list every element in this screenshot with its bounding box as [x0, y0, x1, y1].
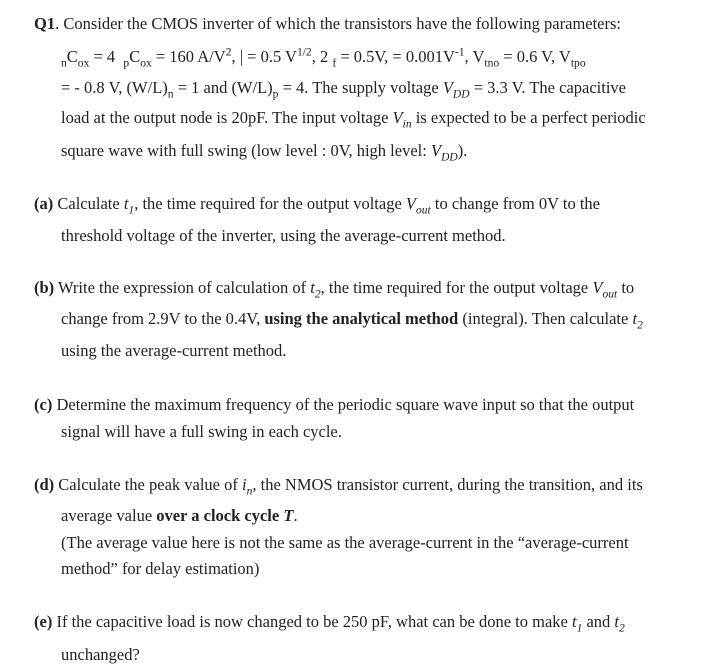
- vin-symbol: V: [392, 108, 403, 127]
- part-a-text-1: Calculate: [53, 194, 124, 213]
- param-vtno: , V: [464, 47, 485, 66]
- param-pcox-val: = 160 A/V: [151, 47, 226, 66]
- square-wave-text: square wave with full swing (low level : 0V, high level:: [61, 141, 431, 160]
- t2-symbol-b: t: [632, 309, 638, 328]
- part-e-text-1: If the capacitive load is now changed to be 250 pF, what can be done to make: [52, 612, 572, 631]
- part-c-line-1: [34, 395, 634, 415]
- part-a-line-1: [34, 194, 601, 217]
- param-wl-n-val: = 1 and (W/L): [173, 78, 273, 97]
- param-phi: , | = 0.5 V: [231, 47, 297, 66]
- in-symbol: i: [242, 475, 247, 494]
- part-b-text-3: to: [617, 278, 635, 297]
- part-b-line-3: using the average-current method.: [61, 341, 287, 360]
- period-symbol: T: [283, 506, 294, 525]
- param-pcox: C: [129, 47, 141, 66]
- param-line-3: [61, 108, 646, 131]
- t2-sub: 2: [314, 288, 321, 301]
- part-d-label: (d): [34, 475, 55, 494]
- part-d-line-1: [34, 475, 643, 498]
- param-pcox-sub: ox: [140, 57, 152, 70]
- question-number: Q1: [34, 14, 56, 33]
- part-d-l2-b: .: [293, 506, 298, 525]
- param-f-sub: f: [332, 57, 337, 70]
- vin-sub: in: [402, 118, 412, 131]
- part-d-l2-bold: over a clock cycle: [156, 506, 284, 525]
- param-ncox: C: [66, 47, 78, 66]
- param-line-1: $_nC_{ox} = 4$ $_pC_{ox} = 160$ $A/V^2$, | = 0.5 $V^{1/2}$, 2 $_f$ = 0.5V, = $0.001V^{-1}$, $V_{tno} = 0.6$ V, $V_{tpo}$: [61, 46, 586, 70]
- part-b-l2-bold: using the analytical method: [264, 309, 459, 328]
- param-vtpo-sub: tpo: [570, 57, 586, 70]
- load-text: load at the output node is 20pF. The input voltage: [61, 108, 393, 127]
- param-supply-text: = 4. The supply voltage: [278, 78, 443, 97]
- param-vdd-val: = 3.3 V. The capacitive: [469, 78, 626, 97]
- param-line-2: [61, 78, 626, 101]
- param-vtno-val: = 0.6 V, V: [499, 47, 571, 66]
- vout-symbol-b: V: [592, 278, 603, 297]
- vout-sub: out: [416, 204, 431, 217]
- part-b-line-2: [61, 309, 643, 332]
- t1-sub: 1: [128, 204, 135, 217]
- param-vdd-sub: DD: [452, 88, 470, 101]
- part-c-label: (c): [34, 395, 53, 414]
- part-d-text-2: , the NMOS transistor current, during the transition, and its: [252, 475, 643, 494]
- part-a-text-3: to change from 0V to the: [430, 194, 601, 213]
- t1-symbol-e: t: [571, 612, 577, 631]
- t2-symbol-e: t: [614, 612, 620, 631]
- part-b-text-2: , the time required for the output voltage: [320, 278, 593, 297]
- param-ncox-val: = 4: [89, 47, 116, 66]
- part-a-label: (a): [34, 194, 54, 213]
- part-b-l2-a: change from 2.9V to the 0.4V,: [61, 309, 265, 328]
- part-a-line-2: threshold voltage of the inverter, using the average-current method.: [61, 226, 506, 245]
- t1-sub-e: 1: [576, 622, 583, 635]
- t2-sub-e: 2: [619, 622, 625, 635]
- part-d-line-4: method” for delay estimation): [61, 559, 260, 578]
- param-vtpo-val: = - 0.8 V, (W/L): [61, 78, 168, 97]
- part-e-line-1: [34, 612, 625, 635]
- vdd-symbol-sub: DD: [441, 151, 458, 164]
- question-intro: [34, 14, 621, 34]
- vout-sub-b: out: [602, 288, 618, 301]
- vout-symbol: V: [405, 194, 416, 213]
- part-d-line-2: [61, 506, 298, 526]
- param-lambda-exp: -1: [454, 46, 465, 59]
- t2-sub-b: 2: [637, 319, 643, 332]
- param-phi-exp: 1/2: [296, 46, 312, 59]
- param-pcox-exp: 2: [225, 46, 232, 59]
- part-d-line-3: (The average value here is not the same as the average-current in the “average-current: [61, 533, 629, 552]
- part-b-line-1: [34, 278, 635, 301]
- part-d-text-1: Calculate the peak value of: [54, 475, 243, 494]
- part-e-text-2: and: [582, 612, 615, 631]
- part-b-text-1: Write the expression of calculation of: [54, 278, 311, 297]
- param-wl-p-sub: p: [272, 88, 279, 101]
- part-e-label: (e): [34, 612, 53, 631]
- vdd-symbol: V: [430, 141, 442, 160]
- part-c-line-2: signal will have a full swing in each cycle.: [61, 422, 342, 441]
- in-sub: n: [246, 485, 253, 498]
- part-b-l2-b: (integral). Then calculate: [458, 309, 633, 328]
- part-c-text-1: Determine the maximum frequency of the periodic square wave input so that the output: [52, 395, 635, 414]
- part-e-line-2: unchanged?: [61, 645, 140, 664]
- t2-symbol: t: [310, 278, 315, 297]
- square-wave-end: ).: [457, 141, 468, 160]
- part-a-text-2: , the time required for the output voltage: [134, 194, 406, 213]
- part-b-label: (b): [34, 278, 55, 297]
- input-text: is expected to be a perfect periodic: [411, 108, 646, 127]
- t1-symbol: t: [123, 194, 129, 213]
- question-intro-text: . Consider the CMOS inverter of which the transistors have the following parameters:: [55, 14, 622, 33]
- param-vdd: V: [442, 78, 453, 97]
- param-vtno-sub: tno: [484, 57, 500, 70]
- param-f-val: = 0.5V, = 0.001V: [336, 47, 455, 66]
- param-line-4: [61, 141, 468, 164]
- param-wl-n-sub: n: [167, 88, 174, 101]
- param-2f: , 2: [311, 47, 333, 66]
- part-d-l2-a: average value: [61, 506, 157, 525]
- param-ncox-sub: ox: [77, 57, 90, 70]
